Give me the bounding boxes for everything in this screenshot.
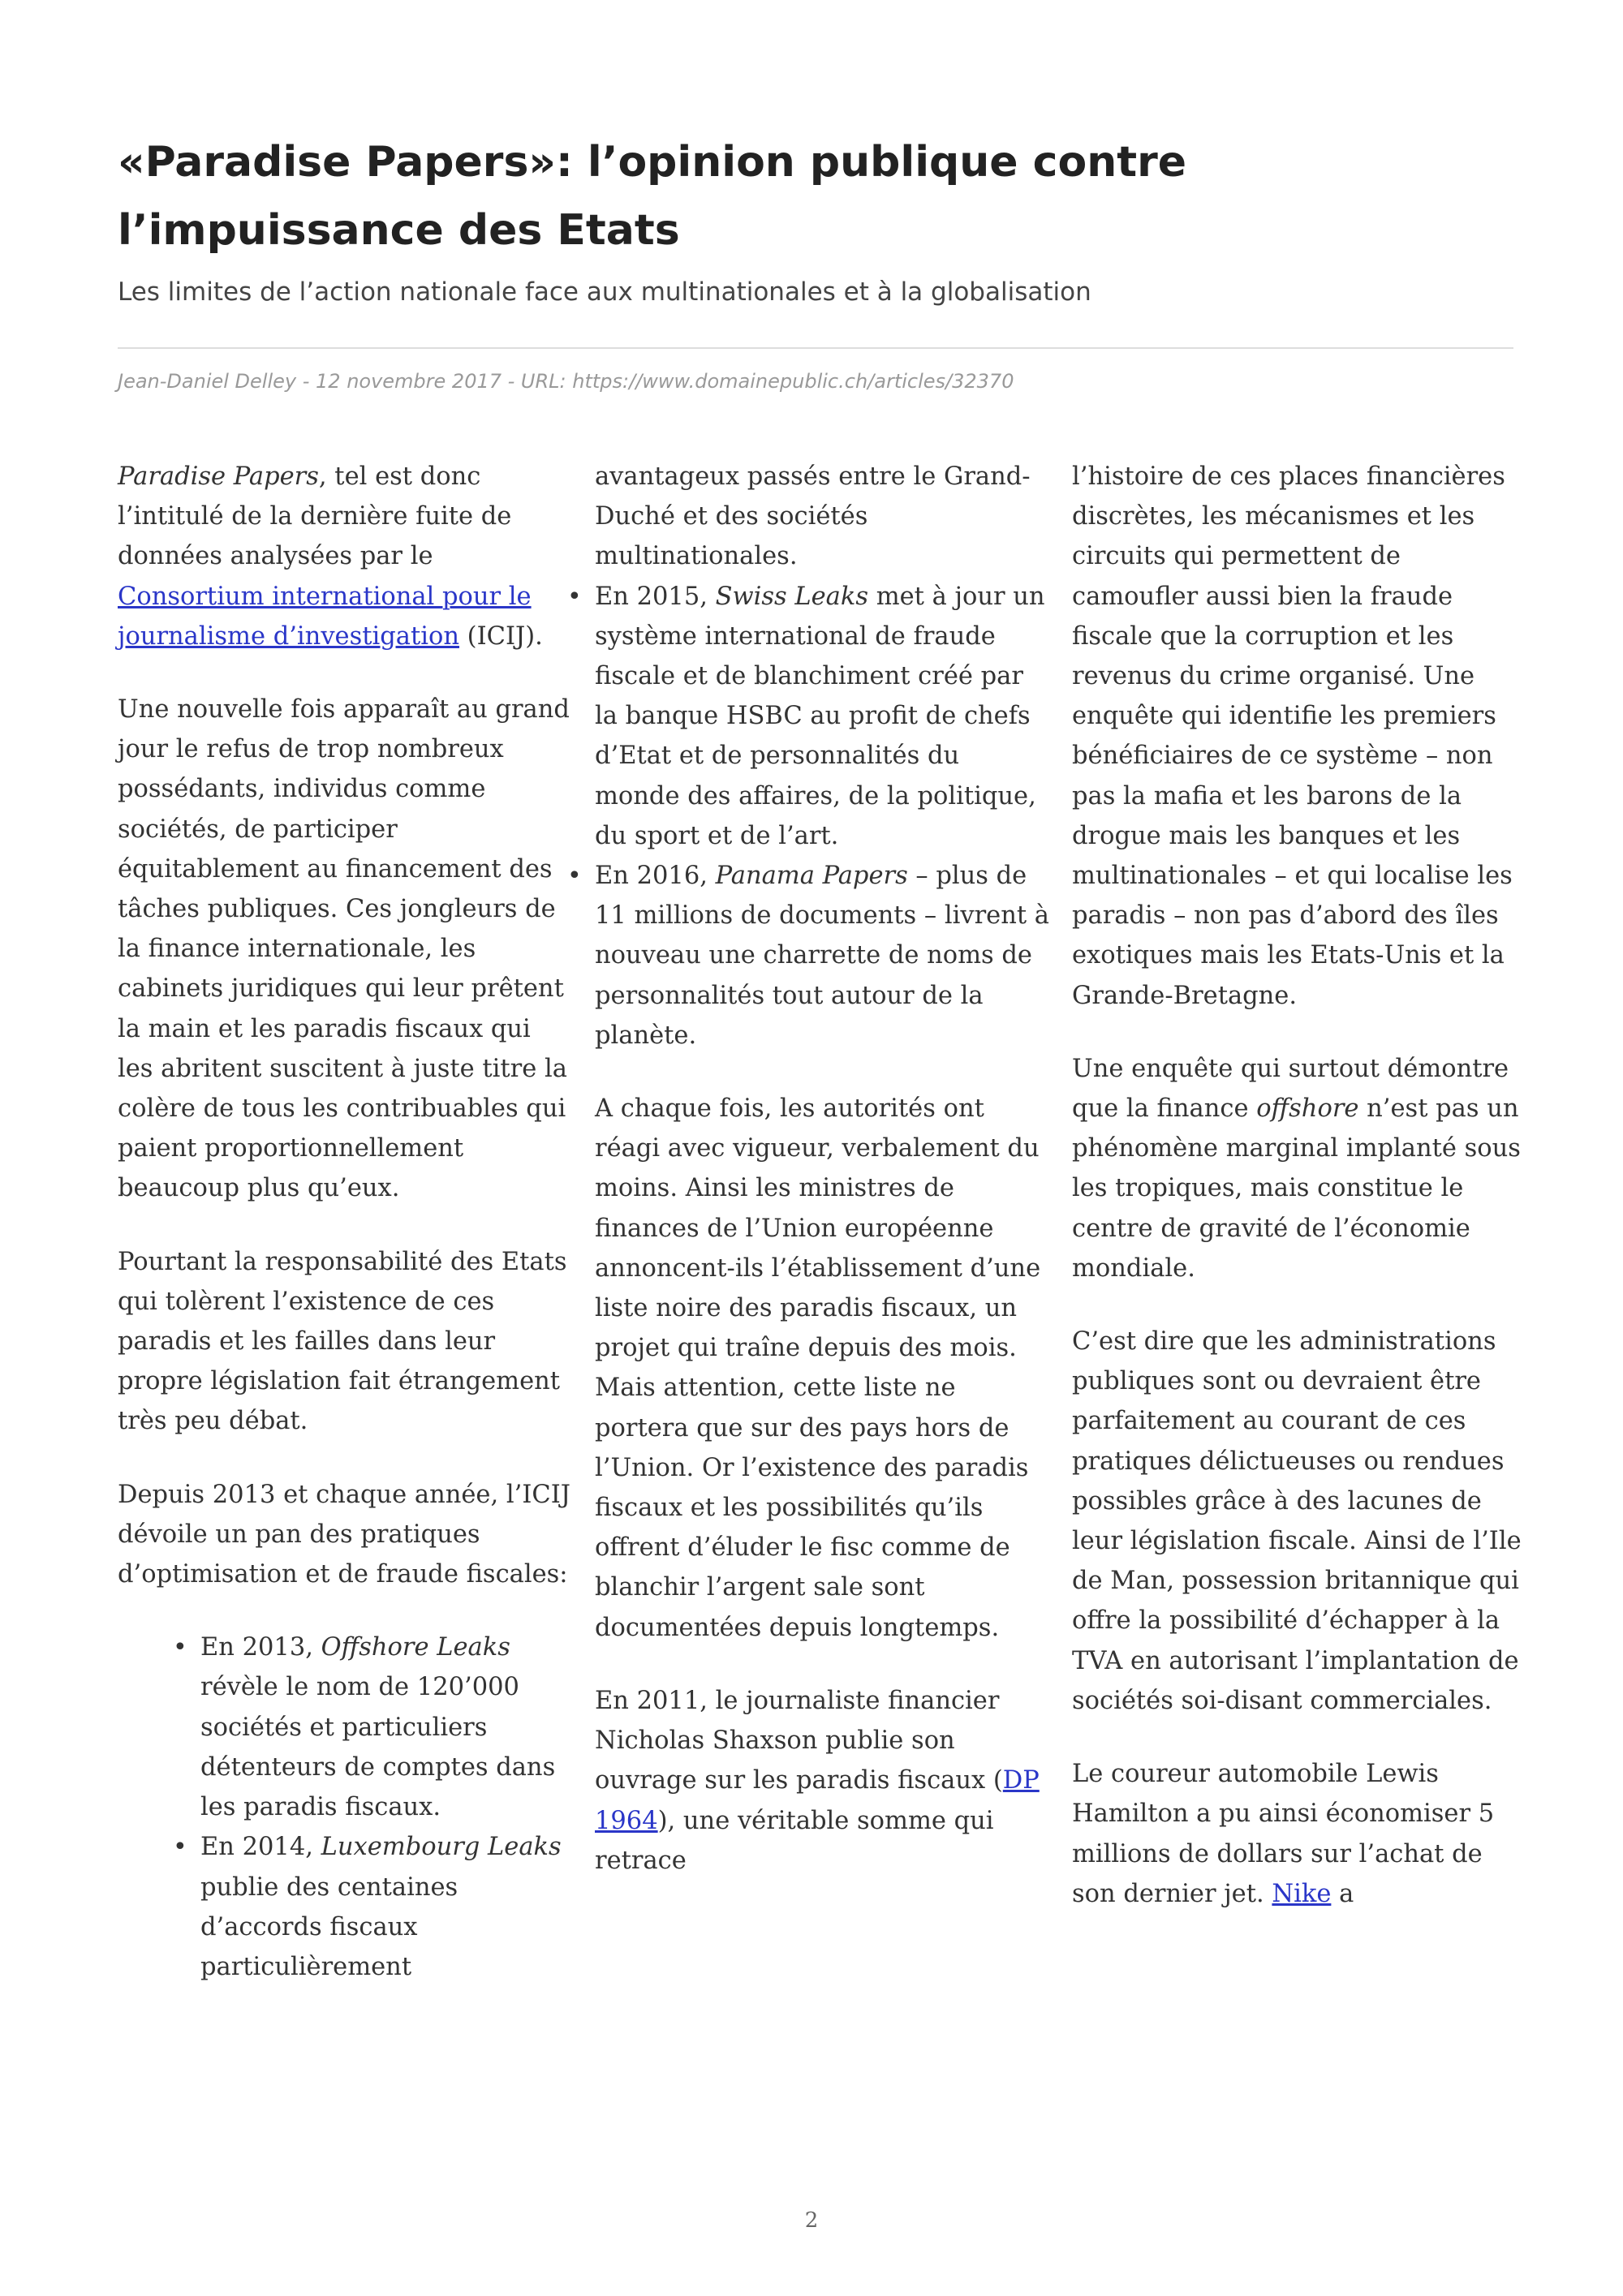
text-run: , tel est donc l’intitulé de la dernière fuite de données analysées par le (118, 462, 512, 571)
text-run: – plus de 11 millions de documents – livrent à nouveau une charrette de noms de personnalités tout autour de la planète. (595, 862, 1049, 1050)
paragraph: l’histoire de ces places financières discrètes, les mécanismes et les circuits qui permettent de camoufler aussi bien la fraude fiscale que la corruption et les revenus du crime organisé. Une enquête qui identifie les premiers bénéficiaires de ce système – non pas la mafia et les barons de la drogue mais les banques et les multinationales – et qui localise les paradis – non pas d’abord des îles exotiques mais les Etats-Unis et la Grande-Bretagne. (1072, 462, 1513, 1010)
text-run: publie des centaines d’accords fiscaux particulièrement (200, 1872, 458, 1981)
paragraph: Depuis 2013 et chaque année, l’ICIJ dévoile un pan des pratiques d’optimisation et de fraude fiscales: (118, 1480, 570, 1589)
article-byline: Jean-Daniel Delley - 12 novembre 2017 - URL: https://www.domainepublic.ch/articles/32370 (118, 370, 1014, 393)
paragraph (595, 1681, 1049, 1881)
page-number: 2 (804, 2208, 819, 2233)
paragraph: C’est dire que les administrations publiques sont ou devraient être parfaitement au courant de ces pratiques délictueuses ou rendues possibles grâce à des lacunes de leur législation fiscale. Ainsi de l’Ile de Man, possession britannique qui offre la possibilité d’échapper à la TVA en autorisant l’implantation de sociétés soi-disant commerciales. (1072, 1327, 1522, 1715)
icij-link[interactable]: Consortium international pour le journalisme d’investigation (118, 582, 532, 651)
paragraph (1072, 1754, 1530, 1914)
paragraph: A chaque fois, les autorités ont réagi avec vigueur, verbalement du moins. Ainsi les ministres de finances de l’Union européenne annoncent-ils l’établissement d’une liste noire des paradis fiscaux, un projet qui traîne depuis des mois. Mais attention, cette liste ne portera que sur des pays hors de l’Union. Or l’existence des paradis fiscaux et les possibilités qu’ils offrent d’éluder le fisc comme de blanchir l’argent sale sont documentées depuis longtemps. (595, 1094, 1041, 1642)
text-run: Une enquête qui surtout démontre que la finance (1072, 1054, 1509, 1124)
list-item (567, 577, 1049, 856)
emphasis: Paradise Papers (118, 462, 319, 491)
text-run: En 2014, (200, 1833, 321, 1862)
bullet-icon: • (567, 582, 582, 611)
text-run: a (1331, 1879, 1354, 1908)
bullet-icon: • (173, 1633, 187, 1662)
paragraph (1072, 1049, 1530, 1288)
text-run: En 2015, (595, 582, 716, 611)
emphasis: Swiss Leaks (715, 582, 869, 611)
leaks-list (118, 1627, 572, 1987)
emphasis: Offshore Leaks (321, 1633, 510, 1662)
text-run: met à jour un système international de fraude fiscale et de blanchiment créé par la banque HSBC au profit de chefs d’Etat et de personnalités du monde des affaires, de la politique, du sport et de l’art. (595, 582, 1045, 850)
paragraph: Une nouvelle fois apparaît au grand jour le refus de trop nombreux possédants, individus comme sociétés, de participer équitablement au financement des tâches publiques. Ces jongleurs de la finance internationale, les cabinets juridiques qui leur prêtent la main et les paradis fiscaux qui les abritent suscitent à juste titre la colère de tous les contribuables qui paient proportionnellement beaucoup plus qu’eux. (118, 695, 570, 1203)
nike-link[interactable]: Nike (1272, 1879, 1332, 1908)
header-divider (118, 347, 1513, 349)
text-column-3 (1072, 457, 1530, 1947)
text-run: Le coureur automobile Lewis Hamilton a pu ainsi économiser 5 millions de dollars sur l’achat de son dernier jet. (1072, 1760, 1495, 1908)
emphasis: Panama Papers (715, 862, 908, 891)
paragraph (118, 457, 572, 656)
emphasis: Luxembourg Leaks (321, 1833, 562, 1862)
leaks-list-continued (512, 457, 1049, 1056)
text-run: (ICIJ). (458, 621, 543, 651)
list-item-continued: avantageux passés entre le Grand-Duché et des sociétés multinationales. (595, 462, 1031, 571)
text-run: ), une véritable somme qui retrace (595, 1806, 994, 1875)
bullet-icon: • (173, 1833, 187, 1862)
list-item (567, 856, 1049, 1056)
dp-1964-link[interactable]: DP 1964 (595, 1766, 1040, 1835)
text-run: révèle le nom de 120’000 sociétés et particuliers détenteurs de comptes dans les paradis fiscaux. (200, 1673, 556, 1822)
text-run: En 2011, le journaliste financier Nicholas Shaxson publie son ouvrage sur les paradis fiscaux ( (595, 1686, 1003, 1795)
text-column-1 (118, 457, 572, 2020)
text-run: n’est pas un phénomène marginal implanté sous les tropiques, mais constitue le centre de gravité de l’économie mondiale. (1072, 1094, 1521, 1283)
article-title: «Paradise Papers»: l’opinion publique contre l’impuissance des Etats (118, 138, 1186, 255)
text-run: En 2013, (200, 1633, 321, 1662)
article-subtitle: Les limites de l’action nationale face aux multinationales et à la globalisation (118, 277, 1091, 307)
text-column-2 (567, 457, 1049, 1914)
paragraph: Pourtant la responsabilité des Etats qui tolèrent l’existence de ces paradis et les failles dans leur propre législation fait étrangement très peu débat. (118, 1247, 567, 1436)
text-run: En 2016, (595, 862, 716, 891)
list-item (173, 1827, 572, 1987)
emphasis: offshore (1256, 1094, 1359, 1124)
bullet-icon: • (567, 862, 582, 891)
list-item (173, 1627, 572, 1827)
